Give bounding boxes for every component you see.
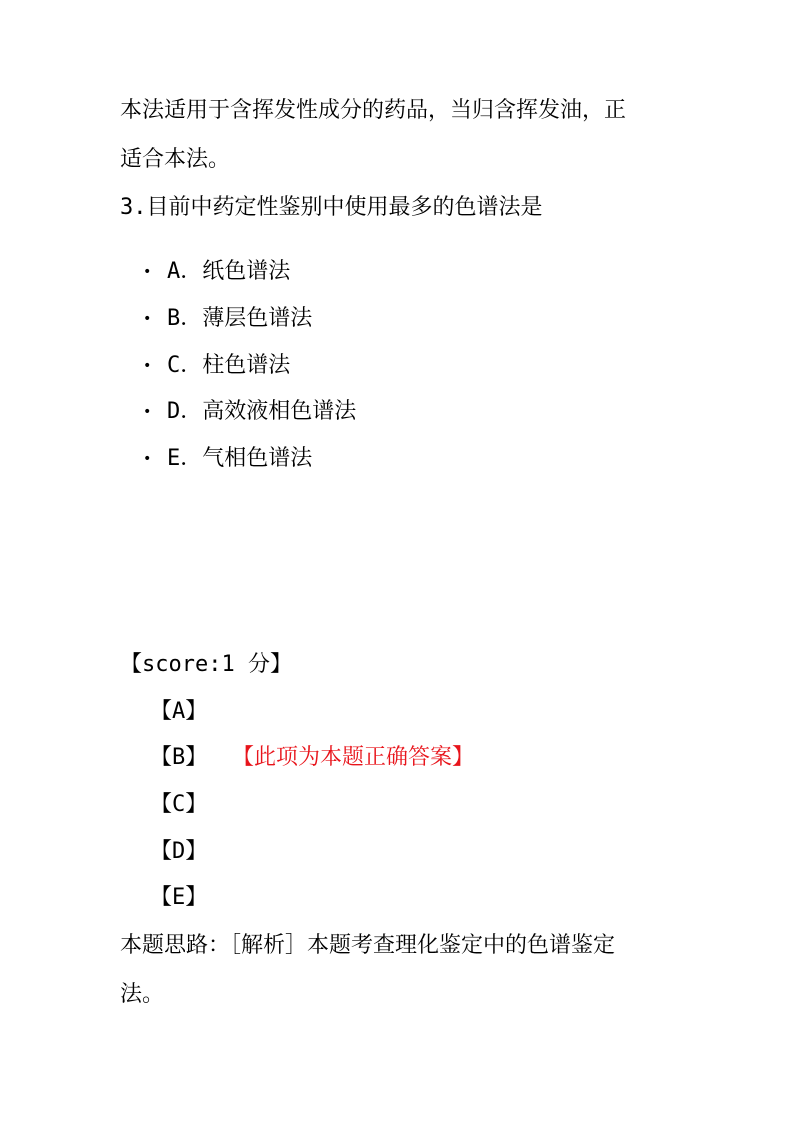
option-label: D．高效液相色谱法 <box>167 399 357 424</box>
score-label: 【score:1 分】 <box>120 652 292 677</box>
answer-d: 【D】 <box>150 839 208 864</box>
intro-line-2: 适合本法。 <box>120 147 231 172</box>
answer-a: 【A】 <box>150 699 208 724</box>
bullet-icon: • <box>143 451 152 467</box>
option-c <box>143 351 290 381</box>
bullet-icon: • <box>143 311 152 327</box>
option-label: E．气相色谱法 <box>167 446 313 471</box>
bullet-icon: • <box>143 264 152 280</box>
answer-b <box>150 743 475 773</box>
option-e <box>143 444 312 474</box>
answer-c: 【C】 <box>150 792 208 817</box>
option-label: B．薄层色谱法 <box>167 306 313 331</box>
answer-e: 【E】 <box>150 885 208 910</box>
option-a <box>143 257 290 287</box>
option-b <box>143 304 312 334</box>
option-d <box>143 397 356 427</box>
question-text: 3.目前中药定性鉴别中使用最多的色谱法是 <box>120 195 543 220</box>
answer-label: 【B】 <box>150 745 208 770</box>
option-label: C．柱色谱法 <box>167 353 291 378</box>
bullet-icon: • <box>143 358 152 374</box>
option-label: A．纸色谱法 <box>167 259 291 284</box>
bullet-icon: • <box>143 404 152 420</box>
intro-line-1: 本法适用于含挥发性成分的药品，当归含挥发油，正 <box>120 98 627 123</box>
analysis-line-1: 本题思路：［解析］本题考查理化鉴定中的色谱鉴定 <box>120 933 616 958</box>
correct-answer-note: 【此项为本题正确答案】 <box>232 745 475 770</box>
analysis-line-2: 法。 <box>120 982 165 1007</box>
